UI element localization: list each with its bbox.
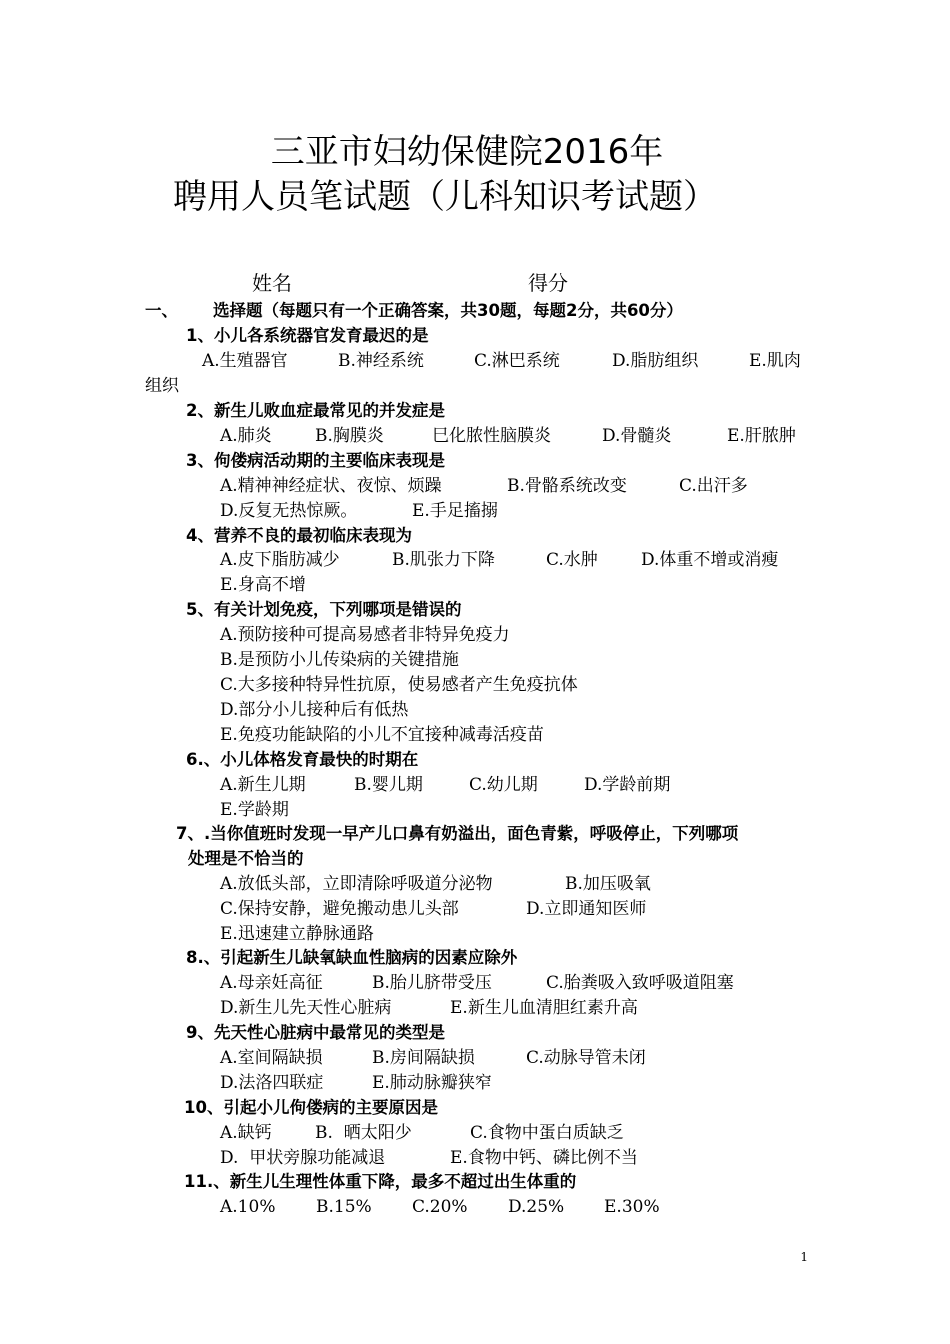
question-2: 2、新生儿败血症最常见的并发症是 [186, 401, 445, 420]
option: B. 晒太阳少 [315, 1123, 412, 1143]
option: A.放低头部，立即清除呼吸道分泌物 [220, 874, 493, 894]
option: D.25% [508, 1197, 565, 1217]
option: E.新生儿血清胆红素升高 [450, 998, 638, 1018]
question-2-options [220, 425, 796, 447]
option: D.部分小儿接种后有低热 [220, 700, 409, 720]
question-7-options [220, 873, 651, 895]
option: A.预防接种可提高易感者非特异免疫力 [220, 625, 510, 645]
question-11: 11.、新生儿生理性体重下降，最多不超过出生体重的 [184, 1172, 577, 1191]
option: A.室间隔缺损 [220, 1048, 323, 1068]
option: E.食物中钙、磷比例不当 [450, 1148, 638, 1168]
page-number: 1 [800, 1250, 808, 1264]
question-7: 7、.当你值班时发现一早产儿口鼻有奶溢出，面色青紫，呼吸停止，下列哪项 [176, 824, 739, 843]
option: A.生殖器官 [202, 351, 288, 371]
option: C.胎粪吸入致呼吸道阻塞 [546, 973, 734, 993]
question-1-options [202, 350, 801, 372]
option: D. 甲状旁腺功能减退 [220, 1148, 386, 1168]
question-1: 1、小儿各系统器官发育最迟的是 [186, 326, 429, 345]
option: B.肌张力下降 [392, 550, 495, 570]
page-title: 三亚市妇幼保健院2016年 [270, 132, 664, 172]
question-10: 10、引起小儿佝偻病的主要原因是 [184, 1098, 438, 1117]
option: E.免疫功能缺陷的小儿不宜接种减毒活疫苗 [220, 725, 544, 745]
score-label: 得分 [528, 271, 568, 295]
question-4-option-e: E.身高不增 [220, 575, 306, 595]
question-5: 5、有关计划免疫，下列哪项是错误的 [186, 600, 462, 619]
question-1-option-continued: 组织 [145, 376, 179, 396]
question-10-options-row2 [220, 1147, 638, 1169]
option: B.房间隔缺损 [372, 1048, 475, 1068]
option: D.法洛四联症 [220, 1073, 324, 1093]
option: B.骨骼系统改变 [507, 476, 627, 496]
question-7-options-row2 [220, 898, 646, 920]
option: A.缺钙 [220, 1123, 272, 1143]
question-3-options-row2 [220, 500, 498, 522]
question-6-option-e: E.学龄期 [220, 800, 289, 820]
option: A.10% [220, 1197, 276, 1217]
option: E.肌肉 [749, 351, 801, 371]
option: D.反复无热惊厥。 [220, 501, 358, 521]
option: B.胸膜炎 [315, 426, 384, 446]
option: C.水肿 [546, 550, 598, 570]
page-subtitle: 聘用人员笔试题（儿科知识考试题） [173, 177, 717, 217]
option: D.立即通知医师 [526, 899, 647, 919]
option: C.淋巴系统 [474, 351, 560, 371]
option: D.脂肪组织 [612, 351, 699, 371]
question-4-options [220, 549, 778, 571]
question-3-options [220, 475, 748, 497]
option: B.婴儿期 [354, 775, 423, 795]
option: B.是预防小儿传染病的关键措施 [220, 650, 459, 670]
question-8-options-row2 [220, 997, 638, 1019]
question-3: 3、佝偻病活动期的主要临床表现是 [186, 451, 445, 470]
question-8-options [220, 972, 734, 994]
section-heading: 选择题（每题只有一个正确答案，共30题，每题2分，共60分） [213, 301, 683, 320]
question-10-options [220, 1122, 624, 1144]
option: A.肺炎 [220, 426, 272, 446]
option: C.动脉导管未闭 [526, 1048, 646, 1068]
question-9-options-row2 [220, 1072, 492, 1094]
option: E.肝脓肿 [727, 426, 796, 446]
option: D.学龄前期 [584, 775, 671, 795]
option: E.手足搐搦 [412, 501, 498, 521]
option: C.食物中蛋白质缺乏 [470, 1123, 624, 1143]
option: E.肺动脉瓣狭窄 [372, 1073, 492, 1093]
option: C.幼儿期 [469, 775, 538, 795]
question-6: 6.、小儿体格发育最快的时期在 [186, 750, 419, 769]
option: B.15% [316, 1197, 372, 1217]
option: B.胎儿脐带受压 [372, 973, 492, 993]
option: C.出汗多 [679, 476, 748, 496]
option: D.新生儿先天性心脏病 [220, 998, 392, 1018]
option: A.母亲妊高征 [220, 973, 323, 993]
question-4: 4、营养不良的最初临床表现为 [186, 526, 412, 545]
question-9-options [220, 1047, 646, 1069]
option: 巳化脓性脑膜炎 [432, 426, 551, 446]
option: A.精神神经症状、夜惊、烦躁 [220, 476, 442, 496]
option: B.神经系统 [338, 351, 424, 371]
option: A.新生儿期 [220, 775, 306, 795]
option: C.保持安静，避免搬动患儿头部 [220, 899, 459, 919]
question-7-continued: 处理是不恰当的 [188, 849, 304, 868]
option: D.体重不增或消瘦 [641, 550, 779, 570]
question-11-options [220, 1196, 660, 1218]
question-9: 9、先天性心脏病中最常见的类型是 [186, 1023, 445, 1042]
question-6-options [220, 774, 670, 796]
option: C.大多接种特异性抗原，使易感者产生免疫抗体 [220, 675, 578, 695]
question-7-option-e: E.迅速建立静脉通路 [220, 924, 374, 944]
option: D.骨髓炎 [602, 426, 672, 446]
option: E.30% [604, 1197, 660, 1217]
option: B.加压吸氧 [565, 874, 651, 894]
name-label: 姓名 [252, 271, 292, 295]
option: A.皮下脂肪减少 [220, 550, 340, 570]
section-number: 一、 [145, 301, 178, 320]
option: C.20% [412, 1197, 468, 1217]
question-8: 8.、引起新生儿缺氧缺血性脑病的因素应除外 [186, 948, 518, 967]
